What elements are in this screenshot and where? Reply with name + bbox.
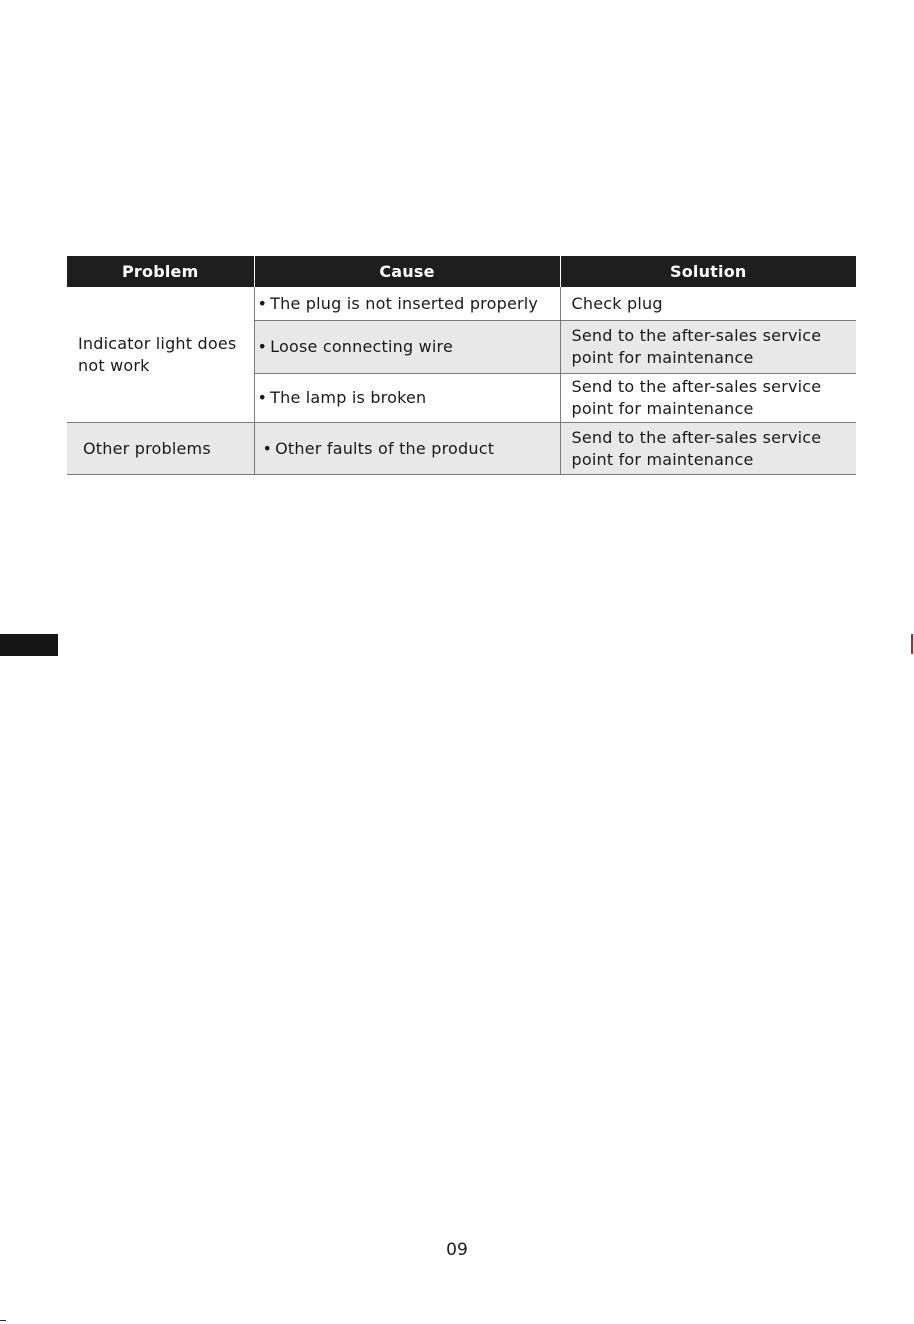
troubleshooting-table [67, 256, 856, 475]
bullet: • [262, 438, 273, 458]
bullet: • [257, 337, 268, 356]
problem-indicator-light: Indicator light does not work [67, 287, 254, 423]
crop-mark [0, 1320, 6, 1321]
cause-text: Other faults of the product [275, 438, 495, 458]
cause-text: The lamp is broken [270, 388, 427, 407]
table-row [67, 287, 856, 321]
header-solution: Solution [560, 256, 856, 287]
cause-cell [254, 321, 560, 374]
bullet: • [257, 293, 268, 313]
section-tab-marker [0, 634, 58, 656]
cause-text: The plug is not inserted properly [270, 293, 539, 313]
page-number: 09 [446, 1240, 468, 1260]
solution-cell: Send to the after-sales service point for maintenance [560, 321, 856, 374]
header-cause: Cause [254, 256, 560, 287]
solution-cell: Check plug [560, 287, 856, 321]
cause-text: Loose connecting wire [270, 337, 454, 356]
cause-cell [254, 287, 560, 321]
table-header-row [67, 256, 856, 287]
edge-color-mark [911, 634, 913, 654]
cause-cell [254, 374, 560, 423]
header-problem: Problem [67, 256, 254, 287]
solution-cell: Send to the after-sales service point for maintenance [560, 423, 856, 475]
cause-cell [254, 423, 560, 475]
problem-other: Other problems [67, 423, 254, 475]
table-row [67, 423, 856, 475]
bullet: • [257, 388, 268, 407]
solution-cell: Send to the after-sales service point for maintenance [560, 374, 856, 423]
